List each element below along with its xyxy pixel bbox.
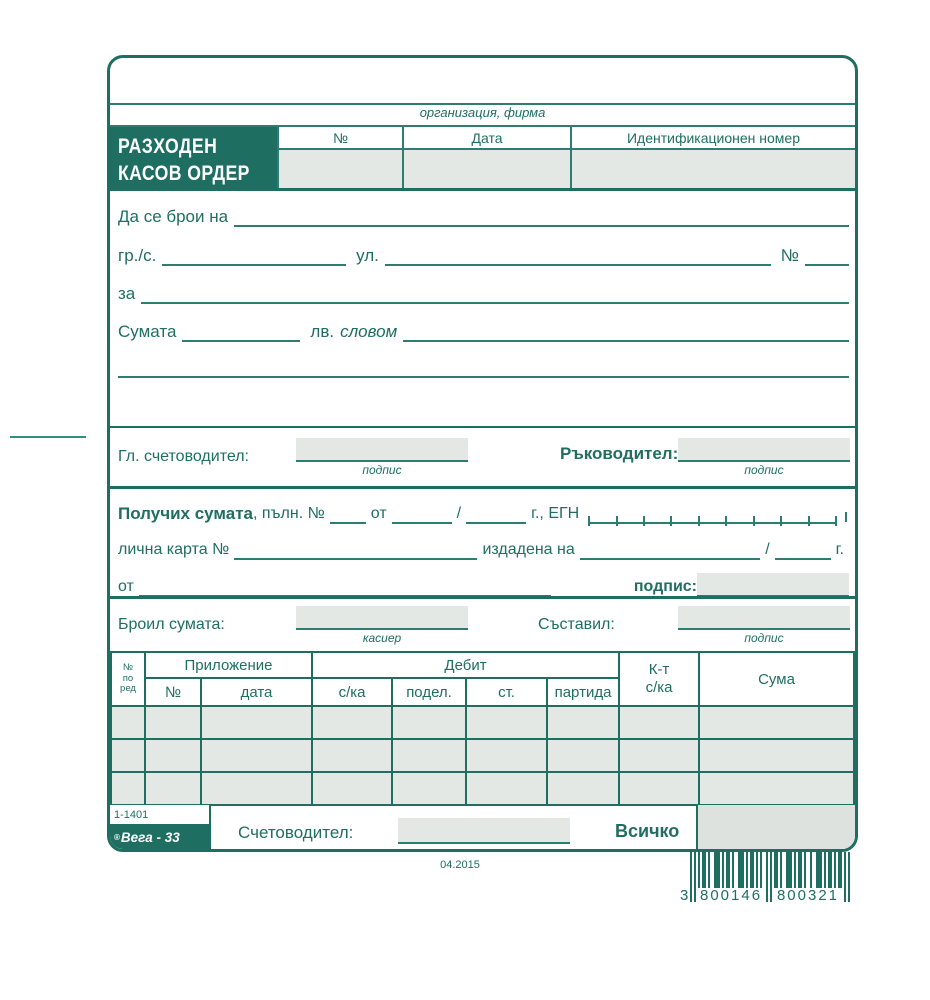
received-line-2 xyxy=(118,536,849,560)
year-label: г. xyxy=(835,541,844,558)
table-row xyxy=(111,739,854,772)
col-annex-no-header: № xyxy=(145,678,201,706)
col-annex-header: Приложение xyxy=(145,652,312,678)
pay-to-row xyxy=(118,201,849,227)
col-seq-no-header: № по ред xyxy=(111,652,145,706)
table-cell[interactable] xyxy=(201,772,312,805)
accountant-signature-slot xyxy=(398,818,570,844)
col-debit-header: Дебит xyxy=(312,652,619,678)
table-cell[interactable] xyxy=(547,739,619,772)
header-id-label: Идентификационен номер xyxy=(570,127,855,150)
received-section xyxy=(118,492,849,597)
for-label: за xyxy=(118,284,136,303)
header-date-input[interactable] xyxy=(402,150,570,188)
fold-mark xyxy=(10,436,86,438)
table-cell[interactable] xyxy=(312,739,392,772)
id-card-no-input[interactable] xyxy=(234,536,477,560)
lv-label: лв. xyxy=(310,322,335,341)
chief-accountant-label: Гл. счетоводител: xyxy=(118,448,249,465)
table-cell[interactable] xyxy=(201,739,312,772)
egn-end-tick xyxy=(845,512,847,522)
proxy-no-label: , пълн. № xyxy=(252,505,325,522)
in-words-input[interactable] xyxy=(403,316,849,342)
manager-signature-input[interactable] xyxy=(678,438,850,462)
issued-by-label: от xyxy=(118,578,134,595)
compiler-signature-input[interactable] xyxy=(678,606,850,630)
table-cell[interactable] xyxy=(312,706,392,739)
col-division-header: подел. xyxy=(392,678,466,706)
form-title-line2: КАСОВ ОРДЕР xyxy=(118,162,250,185)
manager-label: Ръководител: xyxy=(560,444,679,463)
table-cell[interactable] xyxy=(111,772,145,805)
sum-input[interactable] xyxy=(182,316,300,342)
id-card-label: лична карта № xyxy=(118,541,230,558)
table-row xyxy=(111,772,854,805)
brand-name: Вега - 33 xyxy=(120,830,180,845)
barcode-digit-group-1: 3 xyxy=(680,887,691,904)
table-cell[interactable] xyxy=(145,772,201,805)
table-cell[interactable] xyxy=(466,706,547,739)
header-table xyxy=(110,125,855,191)
col-annex-date-header: дата xyxy=(201,678,312,706)
manager-signature-slot xyxy=(678,438,850,477)
issued-by-input[interactable] xyxy=(139,571,551,597)
issued-date-input[interactable] xyxy=(580,536,760,560)
compiler-signature-caption: подпис xyxy=(744,631,784,645)
table-cell[interactable] xyxy=(312,772,392,805)
table-cell[interactable] xyxy=(145,706,201,739)
entries-body xyxy=(111,706,854,805)
egn-label: г., ЕГН xyxy=(531,505,580,522)
table-cell[interactable] xyxy=(547,706,619,739)
table-cell[interactable] xyxy=(111,739,145,772)
table-cell[interactable] xyxy=(619,739,699,772)
proxy-from-label: от xyxy=(370,505,387,522)
purpose-row xyxy=(118,278,849,304)
table-cell[interactable] xyxy=(466,772,547,805)
expense-cash-order-form xyxy=(107,55,858,852)
cashier-caption: касиер xyxy=(362,631,402,645)
total-amount-input[interactable] xyxy=(696,805,855,849)
in-words-label: словом xyxy=(340,322,398,341)
col-amount-header: Сума xyxy=(699,652,854,706)
for-input[interactable] xyxy=(141,278,849,304)
section-divider-1 xyxy=(110,426,855,428)
street-input[interactable] xyxy=(385,240,771,266)
received-label: Получих сумата xyxy=(118,504,253,523)
barcode-digit-group-2: 800146 xyxy=(700,887,763,904)
in-words-continuation-line[interactable] xyxy=(118,376,849,378)
accountant-signature-input[interactable] xyxy=(398,818,570,844)
table-cell[interactable] xyxy=(619,772,699,805)
footer-left-stack xyxy=(110,805,211,849)
address-row xyxy=(118,240,849,266)
cashier-signature-input[interactable] xyxy=(296,606,468,630)
table-cell[interactable] xyxy=(145,739,201,772)
pay-to-input[interactable] xyxy=(234,201,849,227)
header-id-input[interactable] xyxy=(570,150,855,188)
form-code: 1-1401 xyxy=(110,805,211,826)
proxy-date-input[interactable] xyxy=(392,500,452,524)
receiver-signature-label: подпис: xyxy=(633,578,697,595)
cashier-signature-slot xyxy=(296,606,468,645)
street-label: ул. xyxy=(356,246,379,265)
street-no-label: № xyxy=(780,246,799,265)
table-row xyxy=(111,706,854,739)
sum-label: Сумата xyxy=(118,322,177,341)
accountant-label: Счетоводител: xyxy=(238,823,354,842)
received-line-1 xyxy=(118,500,849,524)
col-account-header: с/ка xyxy=(312,678,392,706)
table-cell[interactable] xyxy=(466,739,547,772)
form-footer xyxy=(110,805,855,849)
table-cell[interactable] xyxy=(547,772,619,805)
table-cell[interactable] xyxy=(392,772,466,805)
col-batch-header: партида xyxy=(547,678,619,706)
pay-to-label: Да се брои на xyxy=(118,207,229,226)
col-credit-header: К-т с/ка xyxy=(619,652,699,706)
chief-accountant-signature-caption: подпис xyxy=(362,463,402,477)
counted-label: Броил сумата: xyxy=(118,616,225,633)
compiled-label: Съставил: xyxy=(538,616,615,633)
total-label: Всичко xyxy=(615,821,680,841)
issued-slash: / xyxy=(765,541,770,558)
organization-caption: организация, фирма xyxy=(419,105,546,120)
form-title xyxy=(110,127,277,188)
table-cell[interactable] xyxy=(699,739,854,772)
table-cell[interactable] xyxy=(201,706,312,739)
brand-badge xyxy=(110,826,211,849)
table-cell[interactable] xyxy=(392,706,466,739)
form-title-line1: РАЗХОДЕН xyxy=(118,135,218,158)
issued-label: издадена на xyxy=(482,541,575,558)
section-divider-3 xyxy=(110,596,855,599)
table-cell[interactable] xyxy=(392,739,466,772)
chief-accountant-signature-slot xyxy=(296,438,468,477)
barcode xyxy=(678,852,858,908)
receiver-signature-input[interactable] xyxy=(697,573,849,597)
proxy-slash: / xyxy=(456,505,462,522)
manager-signature-caption: подпис xyxy=(744,463,784,477)
table-cell[interactable] xyxy=(699,706,854,739)
proxy-no-input[interactable] xyxy=(330,500,366,524)
section-divider-2 xyxy=(110,486,855,489)
chief-accountant-signature-input[interactable] xyxy=(296,438,468,462)
col-st-header: ст. xyxy=(466,678,547,706)
header-date-label: Дата xyxy=(402,127,570,150)
table-cell[interactable] xyxy=(619,706,699,739)
amount-row xyxy=(118,316,849,342)
issued-year-input[interactable] xyxy=(775,536,831,560)
table-cell[interactable] xyxy=(699,772,854,805)
edition-date: 04.2015 xyxy=(440,859,480,871)
received-line-3 xyxy=(118,571,849,597)
egn-input-ruler[interactable] xyxy=(588,512,837,524)
registered-mark: ® xyxy=(114,833,120,842)
city-label: гр./с. xyxy=(118,246,157,265)
compiler-signature-slot xyxy=(678,606,850,645)
proxy-year-input[interactable] xyxy=(466,500,526,524)
city-input[interactable] xyxy=(162,240,346,266)
header-no-label: № xyxy=(277,127,402,150)
header-no-input[interactable] xyxy=(277,150,402,188)
street-no-input[interactable] xyxy=(805,240,849,266)
table-cell[interactable] xyxy=(111,706,145,739)
entries-table xyxy=(110,651,855,806)
barcode-digit-group-3: 800321 xyxy=(776,887,840,904)
